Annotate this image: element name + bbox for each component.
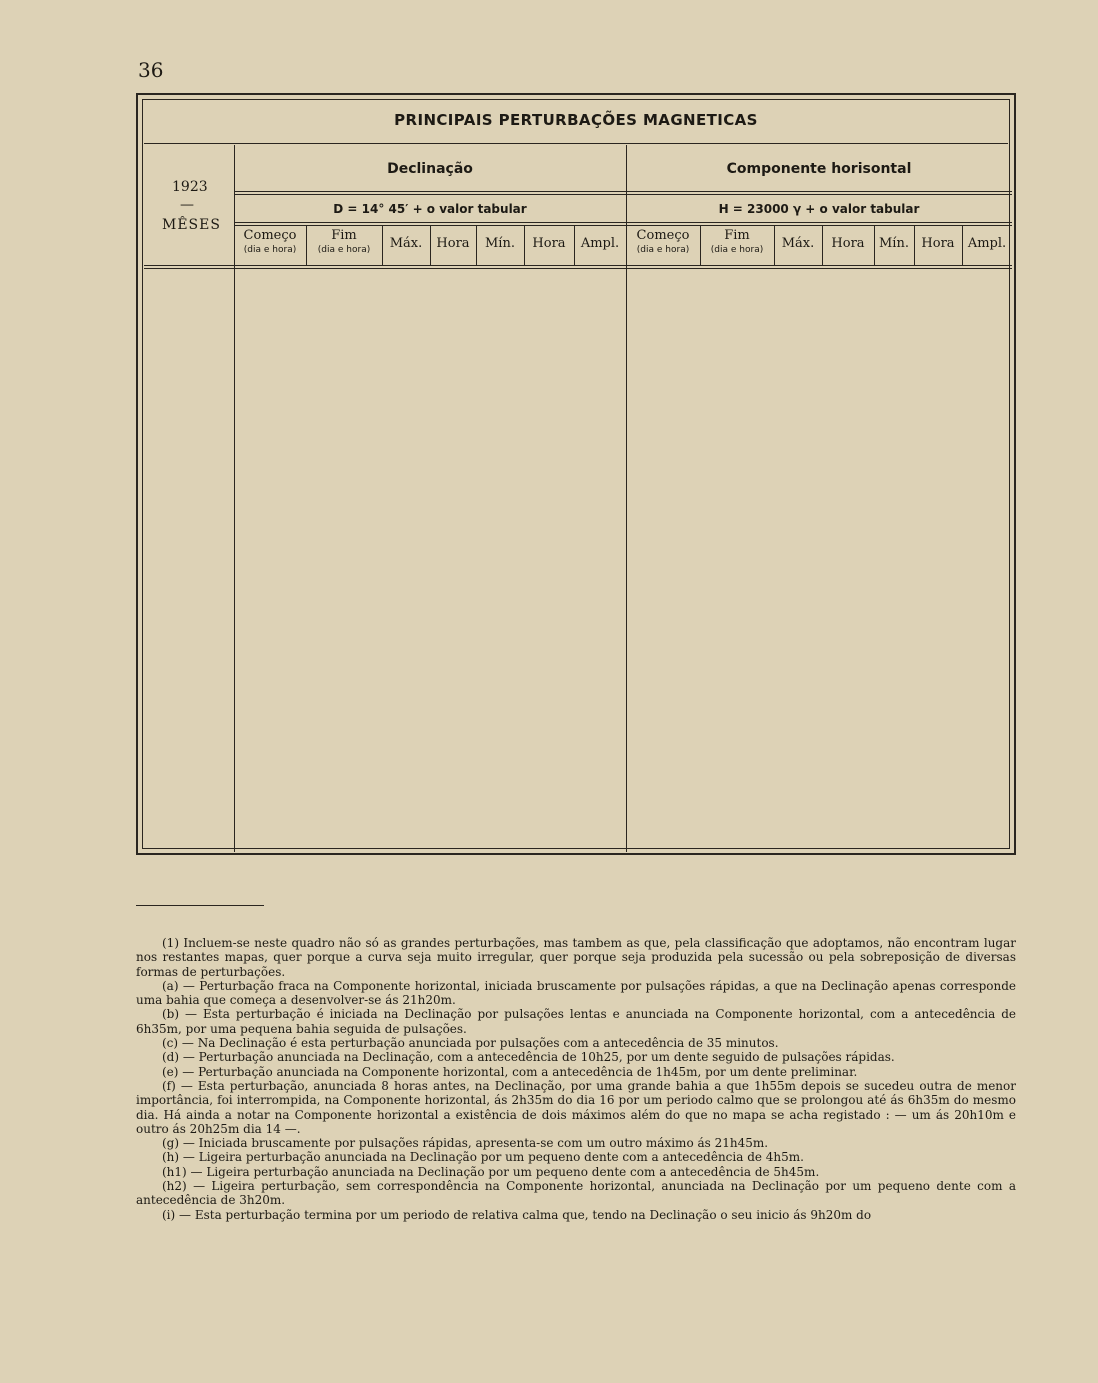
column-label: Mín. [879, 236, 909, 251]
formula-rule [234, 222, 1012, 223]
declination-end-header [306, 229, 382, 257]
declination-max-header [382, 237, 430, 251]
footnote: (g) — Iniciada bruscamente por pulsações rápidas, apresenta-se com um outro máximo ás 21h45m. [162, 1136, 769, 1151]
col-rule [700, 225, 701, 265]
year-label: 1923 [172, 179, 208, 195]
column-sub: (dia e hora) [710, 245, 764, 255]
column-label: Mín. [485, 236, 515, 251]
declination-formula: D = 14° 45′ + o valor tabular [333, 202, 527, 216]
horizontal-min-header [874, 237, 914, 251]
footnote: (c) — Na Declinação é esta perturbação anunciada por pulsações com a antecedência de 35 minutos. [162, 1036, 779, 1051]
column-label: Começo [243, 228, 297, 243]
horizontal-max-header [774, 237, 822, 251]
footnote: (h) — Ligeira perturbação anunciada na Declinação por um pequeno dente com a antecedência de 4h5m. [162, 1150, 804, 1165]
group-rule [234, 194, 1012, 195]
footnote-rule [136, 905, 264, 906]
horizontal-start-header [626, 229, 700, 257]
group-rule [234, 191, 1012, 192]
horizontal-end-header [700, 229, 774, 257]
col-rule [626, 145, 627, 852]
declination-title: Declinação [387, 161, 473, 177]
footnote: (1) Incluem-se neste quadro não só as grandes perturbações, mas tambem as que, pela classificação que adoptamos, não encontram lugar nos restantes mapas, quer porque a curva seja muito irregular, quer porque seja produzida pela sucessão ou pela sobreposição de diversas formas de perturbações. [136, 936, 1016, 979]
horizontal-title: Componente horisontal [726, 161, 912, 177]
column-label: Começo [636, 228, 690, 243]
column-label: Ampl. [580, 236, 620, 251]
col-rule [234, 145, 235, 852]
declination-min-hour-header [524, 237, 574, 251]
footnote: (i) — Esta perturbação termina por um periodo de relativa calma que, tendo na Declinação o seu inicio ás 9h20m do [162, 1207, 872, 1222]
column-label: Fim [724, 228, 750, 243]
declination-max-hour-header [430, 237, 476, 251]
year-dash: — [180, 197, 194, 213]
table-title: PRINCIPAIS PERTURBAÇÕES MAGNETICAS [394, 111, 758, 129]
column-sub: (dia e hora) [317, 245, 371, 255]
footnotes [136, 936, 1016, 1222]
column-label: Hora [436, 236, 470, 251]
horizontal-amplitude-header [962, 237, 1012, 251]
footnote: (f) — Esta perturbação, anunciada 8 horas antes, na Declinação, por uma grande bahia a que 1h55m depois se sucedeu outra de menor importância, foi interrompida, na Componente horizontal, ás 2h35m do dia 16 por um periodo calmo que se prolongou até ás 6h35m do mesmo dia. Há ainda a notar na Componente horizontal a existência de dois máximos além do que no mapa se acha registado : — um ás 20h10m e outro ás 20h25m dia 14 —. [136, 1078, 1016, 1136]
page-number: 36 [138, 58, 164, 82]
horizontal-min-hour-header [914, 237, 962, 251]
footnote: (d) — Perturbação anunciada na Declinação, com a antecedência de 10h25, por um dente seguido de pulsações rápidas. [162, 1050, 895, 1065]
column-label: Ampl. [967, 236, 1007, 251]
col-rule [306, 225, 307, 265]
declination-start-header [234, 229, 306, 257]
column-label: Hora [921, 236, 955, 251]
footnote: (e) — Perturbação anunciada na Componente horizontal, com a antecedência de 1h45m, por um dente preliminar. [162, 1064, 858, 1079]
months-label: MÊSES [162, 217, 221, 233]
horizontal-max-hour-header [822, 237, 874, 251]
col-rule [524, 225, 525, 265]
header-rule [144, 268, 1012, 269]
col-rule [914, 225, 915, 265]
horizontal-formula: H = 23000 γ + o valor tabular [718, 202, 920, 216]
title-rule [144, 143, 1008, 144]
column-label: Máx. [781, 236, 815, 251]
column-label: Fim [331, 228, 357, 243]
data-table [136, 93, 1016, 855]
declination-amplitude-header [574, 237, 626, 251]
col-rule [476, 225, 477, 265]
declination-min-header [476, 237, 524, 251]
col-rule [574, 225, 575, 265]
footnote: (a) — Perturbação fraca na Componente horizontal, iniciada bruscamente por pulsações rápidas, a que na Declinação apenas corresponde uma bahia que começa a desenvolver-se ás 21h20m. [136, 978, 1016, 1008]
col-rule [962, 225, 963, 265]
column-label: Hora [532, 236, 566, 251]
col-rule [430, 225, 431, 265]
col-rule [382, 225, 383, 265]
col-rule [822, 225, 823, 265]
column-sub: (dia e hora) [243, 245, 297, 255]
column-sub: (dia e hora) [636, 245, 690, 255]
header-rule [144, 265, 1012, 266]
footnote: (b) — Esta perturbação é iniciada na Declinação por pulsações lentas e anunciada na Componente horizontal, com a antecedência de 6h35m, por uma pequena bahia seguida de pulsações. [136, 1007, 1016, 1036]
col-rule [774, 225, 775, 265]
col-rule [874, 225, 875, 265]
formula-rule [234, 225, 1012, 226]
footnote: (h2) — Ligeira perturbação, sem correspondência na Componente horizontal, anunciada na Declinação por um pequeno dente com a antecedência de 3h20m. [136, 1179, 1016, 1208]
column-label: Máx. [389, 236, 423, 251]
footnote: (h1) — Ligeira perturbação anunciada na Declinação por um pequeno dente com a antecedência de 5h45m. [162, 1164, 820, 1179]
column-label: Hora [831, 236, 865, 251]
